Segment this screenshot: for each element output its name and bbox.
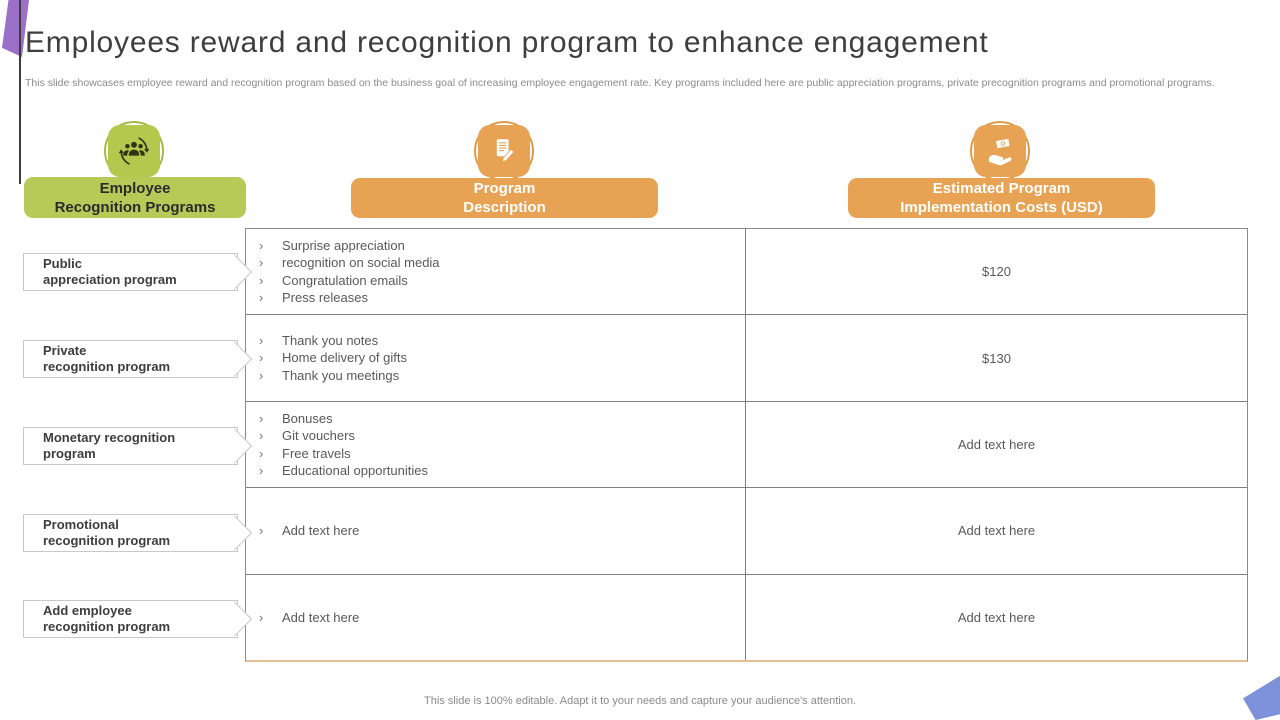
row-label-add-employee-recognition-program (23, 600, 238, 638)
description-item: Congratulation emails (282, 272, 408, 288)
chevron-bullet-icon: › (259, 332, 264, 348)
chevron-bullet-icon: › (259, 350, 264, 366)
description-cell (246, 575, 746, 660)
row-label-public-appreciation-program (23, 253, 238, 291)
row-label-line-1: Add employee (43, 602, 132, 618)
table-row (246, 315, 1247, 401)
table-row (246, 488, 1247, 574)
row-label-line-1: Public (43, 255, 83, 271)
description-list (259, 522, 735, 540)
table-row (246, 402, 1247, 488)
description-cell (246, 315, 746, 400)
description-item: recognition on social media (282, 255, 440, 271)
row-label-line-2: recognition program (43, 359, 171, 374)
row-label-promotional-recognition-program (23, 514, 238, 552)
row-label-line-1: Monetary recognition (43, 429, 176, 445)
cost-placeholder[interactable]: Add text here (957, 437, 1036, 453)
cost-cell (746, 315, 1247, 400)
description-cell (246, 402, 746, 487)
chevron-bullet-icon: › (259, 523, 264, 539)
cost-placeholder[interactable]: Add text here (957, 523, 1036, 539)
description-item: Thank you notes (282, 332, 379, 348)
header-line-1: Estimated Program (932, 180, 1071, 197)
row-label-private-recognition-program (23, 340, 238, 378)
table-row (246, 229, 1247, 315)
description-placeholder[interactable]: Add text here (282, 609, 360, 625)
description-item: Surprise appreciation (282, 237, 405, 253)
cost-value: $120 (982, 264, 1011, 280)
row-label-line-2: recognition program (43, 533, 171, 548)
cost-cell (746, 402, 1247, 487)
chevron-bullet-icon: › (259, 463, 264, 479)
page-title: Employees reward and recognition program to enhance engagement (25, 26, 989, 59)
program-table (245, 228, 1248, 662)
top-left-line-decoration (19, 0, 21, 184)
description-item: Thank you meetings (282, 367, 400, 383)
footer-note: This slide is 100% editable. Adapt it to your needs and capture your audience's attention. (424, 695, 856, 707)
description-cell (246, 229, 746, 314)
description-list (259, 410, 735, 480)
description-list (259, 237, 735, 307)
header-line-1: Employee (99, 179, 171, 197)
row-label-line-1: Promotional (43, 516, 119, 532)
description-item: Press releases (282, 290, 368, 306)
cost-cell (746, 488, 1247, 573)
cost-cell (746, 575, 1247, 660)
header-line-2: Description (463, 199, 546, 216)
chevron-bullet-icon: › (259, 445, 264, 461)
hand-money-icon (974, 125, 1026, 177)
document-pencil-icon (478, 125, 530, 177)
column-header-program-description (351, 178, 658, 218)
header-line-1: Program (473, 180, 536, 197)
description-item: Bonuses (282, 410, 333, 426)
row-label-line-2: appreciation program (43, 272, 177, 287)
description-cell (246, 488, 746, 573)
header-line-2: Recognition Programs (54, 198, 216, 216)
cost-placeholder[interactable]: Add text here (957, 609, 1036, 625)
chevron-bullet-icon: › (259, 410, 264, 426)
slide-subtitle: This slide showcases employee reward and recognition program based on the business goal of increasing employee engagement rate. Key programs included here are public appreciation programs, private precognition programs and promotional programs. (25, 77, 1215, 89)
chevron-bullet-icon: › (259, 428, 264, 444)
row-label-line-2: program (43, 446, 96, 461)
people-sync-icon (108, 125, 160, 177)
chevron-bullet-icon: › (259, 367, 264, 383)
row-label-monetary-recognition-program (23, 427, 238, 465)
description-item: Free travels (282, 445, 351, 461)
header-line-2: Implementation Costs (USD) (900, 199, 1103, 216)
row-label-line-2: recognition program (43, 619, 171, 634)
table-row (246, 575, 1247, 660)
description-list (259, 609, 735, 627)
column-header-estimated-costs (848, 178, 1155, 218)
description-list (259, 332, 735, 385)
chevron-bullet-icon: › (259, 272, 264, 288)
cost-cell (746, 229, 1247, 314)
chevron-bullet-icon: › (259, 255, 264, 271)
chevron-bullet-icon: › (259, 290, 264, 306)
cost-value: $130 (982, 350, 1011, 366)
column-header-employee-recognition-programs (24, 177, 246, 218)
row-label-line-1: Private (43, 342, 87, 358)
description-item: Home delivery of gifts (282, 350, 407, 366)
description-item: Git vouchers (282, 428, 355, 444)
bottom-right-decoration (1243, 672, 1280, 720)
chevron-bullet-icon: › (259, 609, 264, 625)
description-placeholder[interactable]: Add text here (282, 523, 360, 539)
chevron-bullet-icon: › (259, 237, 264, 253)
description-item: Educational opportunities (282, 463, 428, 479)
